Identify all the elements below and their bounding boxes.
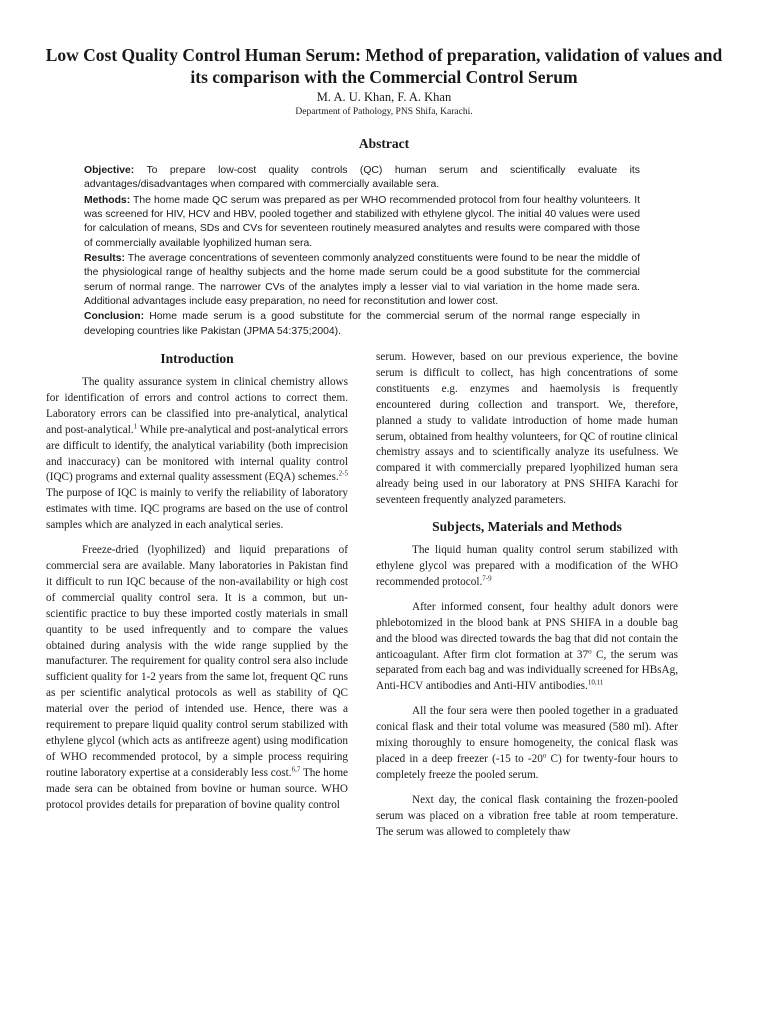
- methods-p1-text: The liquid human quality control serum stabilized with ethylene glycol was prepared with a modification of the WHO recommended protocol.: [376, 544, 678, 588]
- conclusion-label: Conclusion:: [84, 311, 145, 323]
- degree-symbol: o: [588, 646, 592, 655]
- intro-p1-text-b: While pre-analytical and post-analytical errors are difficult to identify, the analytical variability (both imprecision and inaccuracy) can be monitored with internal quality control (IQC) programs and external quality assessment (EQA) schemes.: [46, 423, 348, 484]
- intro-p2-text-a: Freeze-dried (lyophilized) and liquid preparations of commercial sera are available. Many laboratories in Pakistan find it difficult to run IQC because of the non-availability or high cost of commercial quality control sera. It is a common, but un-scientific practice to buy these imported costly materials in small quantity to be used infrequently and to compare the values obtained during analysis with the wide range supplied by the manufacturer. The requirement for quality control sera also include sufficient quality for 1-2 years from the same lot, frequent QC runs as per scientific analytical protocols as well as stability of QC material over the period of intended use. Hence, there was a requirement to prepare liquid quality control serum stabilized with ethylene glycol (which acts as antifreeze agent) using modification of WHO recommended protocol, by a simple process requiring routine laboratory expertise at a considerably less cost.: [46, 544, 348, 779]
- methods-paragraph-4: Next day, the conical flask containing the frozen-pooled serum was placed on a vibration free table at room temperature. The serum was allowed to completely thaw: [376, 793, 678, 838]
- methods-paragraph-3: [376, 704, 678, 784]
- intro-p1-text-c: The purpose of IQC is mainly to verify the reliability of laboratory estimates with time. IQC programs are based on the use of control samples which are analyzed in each analytical series.: [46, 487, 348, 532]
- methods-p3-text-a: All the four sera were then pooled together in a graduated conical flask and their total volume was measured (580 ml). After mixing thoroughly to ensure homogeneity, the conical flask was placed in a deep freezer (-15 to -20: [376, 705, 678, 765]
- objective-text: To prepare low-cost quality controls (QC) human serum and scientifically evaluate its advantages/disadvantages when compared with commercially available sera.: [84, 165, 640, 191]
- introduction-heading: Introduction: [160, 351, 234, 366]
- citation: 10,11: [587, 678, 604, 687]
- abstract-methods: [84, 194, 640, 251]
- results-text: The average concentrations of seventeen commonly analyzed constituents were found to be near the middle of the physiological range of healthy subjects and the home made serum could be a good substitute for the commercial serum of normal range. The narrower CVs of the analytes imply a lesser vial to vial variation in the home made sera. Additional advantages include easy preparation, no need for reconstitution and lower cost.: [84, 253, 640, 308]
- methods-label: Methods:: [84, 194, 131, 206]
- methods-paragraph-1: [376, 543, 678, 591]
- methods-p2-text-b: C, the serum was separated from each bag and was individually screened for HBsAg, Anti-HCV antibodies and Anti-HIV antibodies.: [376, 648, 678, 693]
- paper-title: Low Cost Quality Control Human Serum: Method of preparation, validation of values and its comparison with the Commercial Control Serum: [45, 45, 723, 87]
- citation: 1: [133, 421, 138, 430]
- methods-paragraph-2: [376, 600, 678, 695]
- methods-p2-text-a: After informed consent, four healthy adult donors were phlebotomized in the blood bank at PNS SHIFA in a double bag and the blood was directed towards the bag that did not contain the anticoagulant. After firm clot formation at 37: [376, 600, 678, 661]
- degree-symbol: o: [542, 751, 547, 760]
- methods-heading: Subjects, Materials and Methods: [432, 519, 622, 535]
- department: Department of Pathology, PNS Shifa, Karachi.: [295, 107, 473, 117]
- citation: 6,7: [291, 765, 301, 774]
- objective-label: Objective:: [84, 165, 135, 176]
- results-label: Results:: [84, 253, 125, 265]
- left-column: [46, 350, 348, 822]
- authors: M. A. U. Khan, F. A. Khan: [316, 90, 452, 104]
- citation: 2-5: [338, 469, 348, 478]
- intro-paragraph-3: serum. However, based on our previous experience, the bovine serum is difficult to collect, has high concentrations of some constituents e.g. enzymes and haemolysis is frequently encountered during collection and transport. We, therefore, planned a study to validate introduction of home made human serum, obtained from healthy volunteers, for QC of routine clinical chemistry assays and to scientifically analyze its usefulness. We compared it with commercially prepared lyophilized human sera already being used in our laboratory at PNS SHIFA Karachi for seventeen frequently analyzed parameters.: [376, 351, 678, 507]
- citation: 7-9: [482, 574, 492, 583]
- methods-text: The home made QC serum was prepared as per WHO recommended protocol from four healthy volunteers. It was screened for HIV, HCV and HBV, pooled together and stabilized with ethylene glycol. The initial 40 values were used for calculation of means, SDs and CVs for seventeen routinely measured analytes and results were compared with those of commercially available lyophilized human sera.: [84, 194, 640, 249]
- intro-paragraph-1: [46, 375, 348, 534]
- conclusion-text: Home made serum is a good substitute for the commercial serum of the normal range especially in developing countries like Pakistan (JPMA 54:375;2004).: [84, 311, 640, 337]
- right-column: [376, 350, 678, 849]
- intro-paragraph-2: [46, 543, 348, 813]
- abstract-results: [84, 252, 640, 309]
- intro-p2-text-b: The home made sera can be obtained from bovine or human source. WHO protocol provides details for preparation of bovine quality control: [46, 766, 349, 811]
- abstract-heading: Abstract: [358, 136, 410, 151]
- methods-p3-text-b: C) for twenty-four hours to completely freeze the pooled serum.: [376, 752, 678, 781]
- abstract-body: [84, 164, 640, 340]
- abstract-objective: [84, 164, 640, 193]
- intro-p1-text-a: The quality assurance system in clinical chemistry allows for identification of errors and control actions to correct them. Laboratory errors can be classified into pre-analytical, analytical and post-analytical.: [46, 376, 348, 436]
- abstract-conclusion: [84, 310, 640, 339]
